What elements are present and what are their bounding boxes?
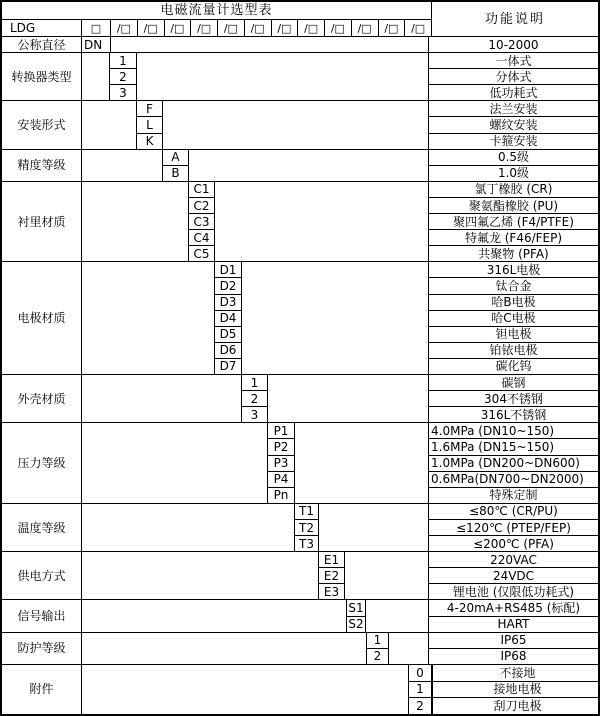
right-filler [345,552,429,599]
section-pressure-rating [2,423,598,504]
code-slash-cell: /□ [298,20,325,36]
section-signal-output [2,600,598,632]
code-cell: T2 [295,520,318,536]
description-cell: ≤80℃ (CR/PU) [429,504,598,520]
description-cell: 钛合金 [429,278,598,294]
description-column-pressure-rating [429,423,598,503]
description-cell: 聚氨酯橡胶 (PU) [429,198,598,214]
code-cell: C2 [189,198,214,214]
table-title: 电磁流量计选型表 [2,2,431,20]
section-lining-material [2,182,598,263]
code-cell: D2 [215,278,241,294]
left-filler [82,150,163,181]
left-filler [82,600,347,631]
code-column-power-supply [319,552,345,599]
description-cell: 哈B电极 [429,295,598,311]
description-cell: 螺纹安装 [429,117,598,133]
code-cell: 3 [119,85,127,100]
description-cell: 特氟龙 (F46/FEP) [429,230,598,246]
code-slash-cell: /□ [138,20,165,36]
description-cell: 10-2000 [488,37,539,52]
right-filler [295,423,429,503]
code-cell: E2 [319,568,344,584]
description-cell: 4.0MPa (DN10~150) [429,423,598,439]
description-cell: 1.6MPa (DN15~150) [429,439,598,455]
code-slash-cell: /□ [245,20,272,36]
code-cell: K [145,134,154,149]
model-code-row [2,20,431,36]
left-filler [82,262,215,374]
code-cell: D5 [215,327,241,343]
code-slash-cell: /□ [191,20,218,36]
code-cell: T3 [299,536,314,551]
section-converter-type [2,53,598,101]
category-label-electrode-material: 电极材质 [2,262,82,374]
description-cell: 316L电极 [429,262,598,278]
code-slash-cells [111,20,431,36]
code-cell: 0 [409,665,431,682]
code-cell: P4 [268,472,294,488]
description-cell: 4-20mA+RS485 (标配) [429,600,598,616]
description-cell: 低功耗式 [489,85,538,100]
right-filler [319,504,429,551]
code-cell: F [137,101,162,117]
code-cell: Pn [273,488,289,503]
code-cell: 2 [110,69,136,85]
code-slash-cell: /□ [379,20,406,36]
code-box-cell: □ [82,20,111,36]
description-cell: 碳化钨 [495,359,532,374]
description-cell: 碳钢 [429,375,598,391]
description-cell: 刮刀电极 [493,699,542,714]
code-slash-cell: /□ [218,20,245,36]
description-column-housing-material [429,375,598,422]
code-cell: L [137,117,162,133]
description-cell: ≤200℃ (PFA) [473,536,554,551]
code-column-pressure-rating [268,423,295,503]
section-electrode-material [2,262,598,375]
code-cell: 1 [110,53,136,69]
code-slash-cell: /□ [325,20,352,36]
code-column-accuracy-class [163,150,189,181]
category-label-accessories: 附件 [2,665,82,714]
description-cell: 24VDC [429,568,598,584]
code-cell: 1 [242,375,267,391]
section-temperature-rating [2,504,598,552]
code-cell: S1 [348,601,364,615]
code-cell: T1 [295,504,318,520]
selection-sections [2,37,598,714]
left-filler [82,182,189,262]
description-cell: 接地电极 [433,682,600,699]
right-filler [389,633,429,664]
code-cell: D6 [215,343,241,359]
right-filler [215,182,429,262]
description-cell: 304不锈钢 [429,391,598,407]
right-filler [366,600,429,631]
left-filler [82,552,319,599]
code-cell: 2 [373,649,382,664]
right-filler [268,375,429,422]
code-column-lining-material [189,182,215,262]
code-cell: S2 [348,617,364,632]
code-cell: 2 [242,391,267,407]
left-filler [82,423,268,503]
category-label-pressure-rating: 压力等级 [2,423,82,503]
code-cell: 3 [250,407,259,422]
description-cell: 钽电极 [429,327,598,343]
code-cell: D1 [215,262,241,278]
code-cell: D4 [215,311,241,327]
left-filler [82,53,110,100]
code-cell: P3 [268,456,294,472]
right-filler [163,101,429,148]
category-label-signal-output: 信号输出 [2,600,82,631]
description-column-electrode-material [429,262,598,374]
code-slash-cell: /□ [111,20,138,36]
description-column-installation-type [429,101,598,148]
code-cell: P1 [268,423,294,439]
description-cell: 卡箍安装 [489,134,538,149]
section-installation-type [2,101,598,149]
section-protection-rating [2,633,598,665]
description-cell: 锂电池 (仅限低功耗式) [452,584,575,599]
description-cell: 0.6MPa(DN700~DN2000) [429,472,598,488]
description-column-power-supply [429,552,598,599]
description-column-signal-output [429,600,598,631]
code-cell: C1 [189,182,214,198]
code-column-accessories [409,665,432,714]
code-cell: 2 [416,699,424,714]
description-cell: ≤120℃ (PTEP/FEP) [429,520,598,536]
code-column-nominal-diameter [82,37,111,52]
description-cell: 不接地 [433,665,600,682]
description-cell: 1.0MPa (DN200~DN600) [429,456,598,472]
code-cell: D7 [219,359,237,374]
category-label-installation-type: 安装形式 [2,101,82,148]
description-cell: 316L不锈钢 [480,407,547,422]
category-label-protection-rating: 防护等级 [2,633,82,664]
code-slash-cell: /□ [165,20,192,36]
description-cell: 聚四氟乙烯 (F4/PTFE) [429,214,598,230]
code-cell: A [163,150,188,166]
model-prefix-label: LDG [2,20,82,36]
category-label-housing-material: 外壳材质 [2,375,82,422]
code-slash-cell: /□ [272,20,299,36]
description-column-protection-rating [429,633,598,664]
code-cell: C5 [193,246,210,261]
left-filler [82,665,409,714]
category-label-power-supply: 供电方式 [2,552,82,599]
code-column-electrode-material [215,262,242,374]
description-column-lining-material [429,182,598,262]
section-power-supply [2,552,598,600]
code-cell: E1 [319,552,344,568]
right-filler [137,53,429,100]
code-cell: 1 [409,682,431,699]
code-column-protection-rating [367,633,389,664]
description-cell: 铂铱电极 [429,343,598,359]
code-slash-cell: /□ [352,20,379,36]
code-cell: 1 [367,633,388,649]
description-cell: 特殊定制 [489,488,538,503]
description-cell: 0.5级 [429,150,598,166]
code-cell: DN [84,37,103,52]
description-cell: 分体式 [429,69,598,85]
category-label-converter-type: 转换器类型 [2,53,82,100]
description-cell: IP68 [500,649,527,664]
description-column-accessories [433,665,600,714]
code-column-converter-type [110,53,137,100]
section-nominal-diameter [2,37,598,53]
description-cell: 氯丁橡胶 (CR) [429,182,598,198]
category-label-accuracy-class: 精度等级 [2,150,82,181]
code-cell: C3 [189,214,214,230]
description-cell: 法兰安装 [429,101,598,117]
description-cell: IP65 [429,633,598,649]
code-cell: P2 [268,439,294,455]
right-filler [242,262,429,374]
section-accessories [2,665,598,714]
description-column-nominal-diameter [429,37,598,52]
function-description-header: 功能说明 [431,2,598,36]
left-filler [82,375,242,422]
code-cell: C4 [189,230,214,246]
code-slash-cell: /□ [411,21,426,35]
code-column-installation-type [137,101,163,148]
code-column-signal-output [347,600,366,631]
section-housing-material [2,375,598,423]
section-accuracy-class [2,150,598,182]
description-cell: 1.0级 [497,166,530,181]
description-cell: HART [497,617,530,632]
code-cell: E3 [323,584,340,599]
description-cell: 共聚物 (PFA) [478,246,549,261]
description-column-accuracy-class [429,150,598,181]
left-filler [82,504,295,551]
left-filler [82,101,137,148]
table-header [2,2,598,37]
header-left [2,2,431,36]
description-cell: 哈C电极 [429,311,598,327]
category-label-temperature-rating: 温度等级 [2,504,82,551]
code-cell: B [171,166,180,181]
code-column-temperature-rating [295,504,319,551]
right-filler [111,37,429,52]
right-filler [189,150,429,181]
code-cell: D3 [215,295,241,311]
code-column-housing-material [242,375,268,422]
description-column-temperature-rating [429,504,598,551]
left-filler [82,633,367,664]
description-column-converter-type [429,53,598,100]
description-cell: 一体式 [429,53,598,69]
category-label-nominal-diameter: 公称直径 [2,37,82,52]
category-label-lining-material: 衬里材质 [2,182,82,262]
description-cell: 220VAC [429,552,598,568]
